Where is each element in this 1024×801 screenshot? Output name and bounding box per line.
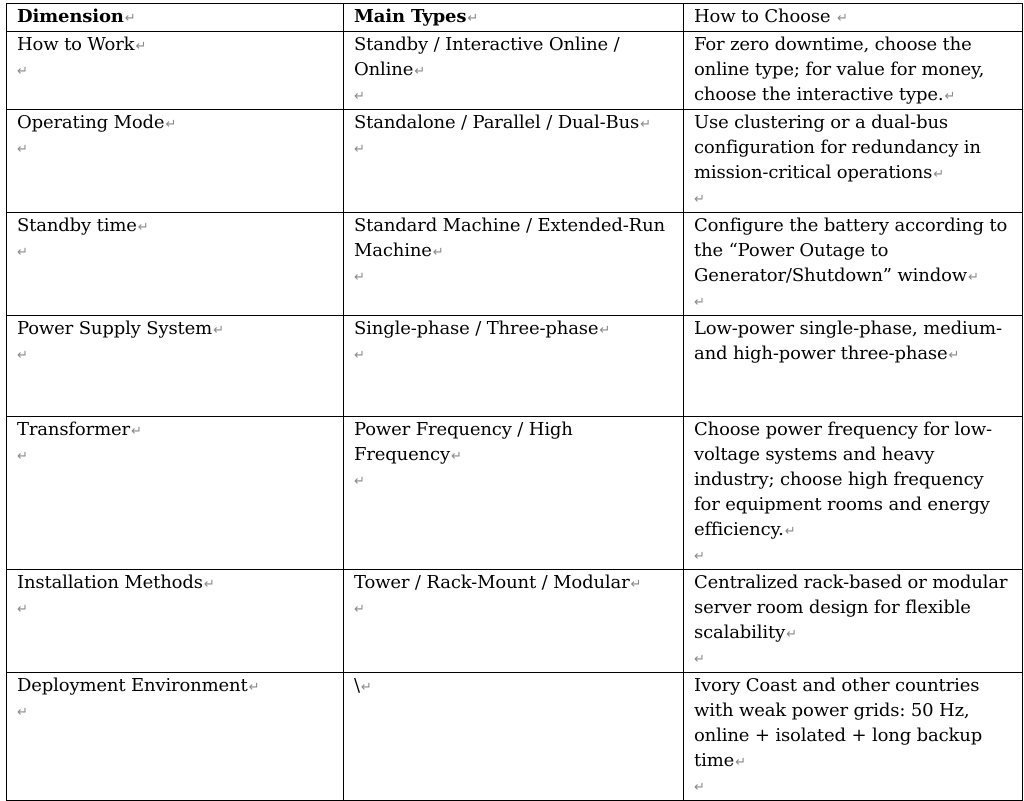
- paragraph-mark-icon: ↵: [130, 424, 142, 439]
- cell-types: [344, 570, 684, 673]
- table-row: [7, 417, 1023, 570]
- types-text: \: [354, 675, 360, 696]
- table-row: [7, 316, 1023, 417]
- header-dimension-label: Dimension: [17, 6, 124, 27]
- choose-text: For zero downtime, choose the online type; for value for money, choose the interactive type.: [694, 34, 985, 105]
- cell-choose: [684, 673, 1023, 801]
- cell-types: [344, 673, 684, 801]
- header-how-to-choose: [684, 4, 1023, 32]
- dimension-text: Deployment Environment: [17, 675, 248, 696]
- cell-dimension: [7, 213, 344, 316]
- table-row: [7, 213, 1023, 316]
- types-text: Tower / Rack-Mount / Modular: [354, 572, 630, 593]
- cell-dimension: [7, 32, 344, 110]
- paragraph-mark-icon: ↵: [213, 323, 224, 338]
- cell-dimension: [7, 316, 344, 417]
- ups-selection-table: [6, 3, 1023, 801]
- cell-choose: [684, 110, 1023, 213]
- table-row: [7, 32, 1023, 110]
- paragraph-mark-icon: ↵: [414, 64, 425, 79]
- paragraph-mark-icon: ↵: [640, 117, 651, 132]
- paragraph-mark-icon: ↵: [248, 680, 260, 695]
- paragraph-mark-icon: ↵: [165, 117, 177, 132]
- paragraph-mark-icon: ↵: [694, 780, 705, 795]
- paragraph-mark-icon: ↵: [135, 39, 147, 54]
- choose-text: Ivory Coast and other countries with weak power grids: 50 Hz, online + isolated + long backup time: [694, 675, 983, 771]
- paragraph-mark-icon: ↵: [354, 348, 365, 363]
- paragraph-mark-icon: ↵: [17, 602, 28, 617]
- paragraph-mark-icon: ↵: [354, 474, 365, 489]
- paragraph-mark-icon: ↵: [786, 627, 797, 642]
- paragraph-mark-icon: ↵: [694, 652, 705, 667]
- paragraph-mark-icon: ↵: [17, 142, 28, 157]
- paragraph-mark-icon: ↵: [948, 348, 960, 363]
- paragraph-mark-icon: ↵: [17, 449, 28, 464]
- paragraph-mark-icon: ↵: [784, 524, 796, 539]
- paragraph-mark-icon: ↵: [837, 11, 848, 26]
- choose-text: Centralized rack-based or modular server room design for flexible scalability: [694, 572, 1008, 643]
- cell-choose: [684, 417, 1023, 570]
- paragraph-mark-icon: ↵: [354, 142, 365, 157]
- paragraph-mark-icon: ↵: [432, 245, 444, 260]
- dimension-text: How to Work: [17, 34, 135, 55]
- table-row: [7, 110, 1023, 213]
- paragraph-mark-icon: ↵: [694, 295, 705, 310]
- choose-text: Low-power single-phase, medium- and high-power three-phase: [694, 318, 1002, 364]
- dimension-text: Standby time: [17, 215, 137, 236]
- paragraph-mark-icon: ↵: [968, 270, 979, 285]
- paragraph-mark-icon: ↵: [17, 245, 28, 260]
- paragraph-mark-icon: ↵: [203, 577, 215, 592]
- paragraph-mark-icon: ↵: [451, 449, 462, 464]
- paragraph-mark-icon: ↵: [933, 167, 944, 182]
- cell-choose: [684, 316, 1023, 417]
- paragraph-mark-icon: ↵: [17, 705, 28, 720]
- cell-dimension: [7, 417, 344, 570]
- dimension-text: Operating Mode: [17, 112, 165, 133]
- table-row: [7, 570, 1023, 673]
- paragraph-mark-icon: ↵: [944, 89, 956, 104]
- cell-types: [344, 316, 684, 417]
- cell-choose: [684, 570, 1023, 673]
- paragraph-mark-icon: ↵: [124, 11, 136, 26]
- cell-choose: [684, 213, 1023, 316]
- cell-choose: [684, 32, 1023, 110]
- cell-dimension: [7, 110, 344, 213]
- paragraph-mark-icon: ↵: [630, 577, 642, 592]
- dimension-text: Transformer: [17, 419, 130, 440]
- choose-text: Choose power frequency for low-voltage systems and heavy industry; choose high frequency for equipment rooms and energy efficiency.: [694, 419, 992, 540]
- dimension-text: Power Supply System: [17, 318, 213, 339]
- paragraph-mark-icon: ↵: [694, 549, 705, 564]
- types-text: Standby / Interactive Online / Online: [354, 34, 620, 80]
- header-dimension: [7, 4, 344, 32]
- paragraph-mark-icon: ↵: [354, 89, 365, 104]
- header-main-types-label: Main Types: [354, 6, 467, 27]
- cell-types: [344, 32, 684, 110]
- cell-types: [344, 110, 684, 213]
- paragraph-mark-icon: ↵: [467, 11, 479, 26]
- header-main-types: [344, 4, 684, 32]
- cell-dimension: [7, 570, 344, 673]
- cell-dimension: [7, 673, 344, 801]
- paragraph-mark-icon: ↵: [17, 64, 28, 79]
- paragraph-mark-icon: ↵: [17, 348, 28, 363]
- types-text: Standalone / Parallel / Dual-Bus: [354, 112, 640, 133]
- paragraph-mark-icon: ↵: [354, 602, 365, 617]
- cell-types: [344, 213, 684, 316]
- types-text: Single-phase / Three-phase: [354, 318, 599, 339]
- types-text: Standard Machine / Extended-Run Machine: [354, 215, 665, 261]
- table-header-row: [7, 4, 1023, 32]
- paragraph-mark-icon: ↵: [694, 192, 705, 207]
- paragraph-mark-icon: ↵: [735, 755, 746, 770]
- paragraph-mark-icon: ↵: [599, 323, 611, 338]
- choose-text: Configure the battery according to the “Power Outage to Generator/Shutdown” window: [694, 215, 1008, 286]
- types-text: Power Frequency / High Frequency: [354, 419, 573, 465]
- table-row: [7, 673, 1023, 801]
- paragraph-mark-icon: ↵: [354, 270, 365, 285]
- cell-types: [344, 417, 684, 570]
- choose-text: Use clustering or a dual-bus configuration for redundancy in mission-critical operations: [694, 112, 981, 183]
- header-how-to-choose-label: How to Choose: [694, 6, 831, 27]
- dimension-text: Installation Methods: [17, 572, 203, 593]
- paragraph-mark-icon: ↵: [137, 220, 149, 235]
- paragraph-mark-icon: ↵: [360, 680, 372, 695]
